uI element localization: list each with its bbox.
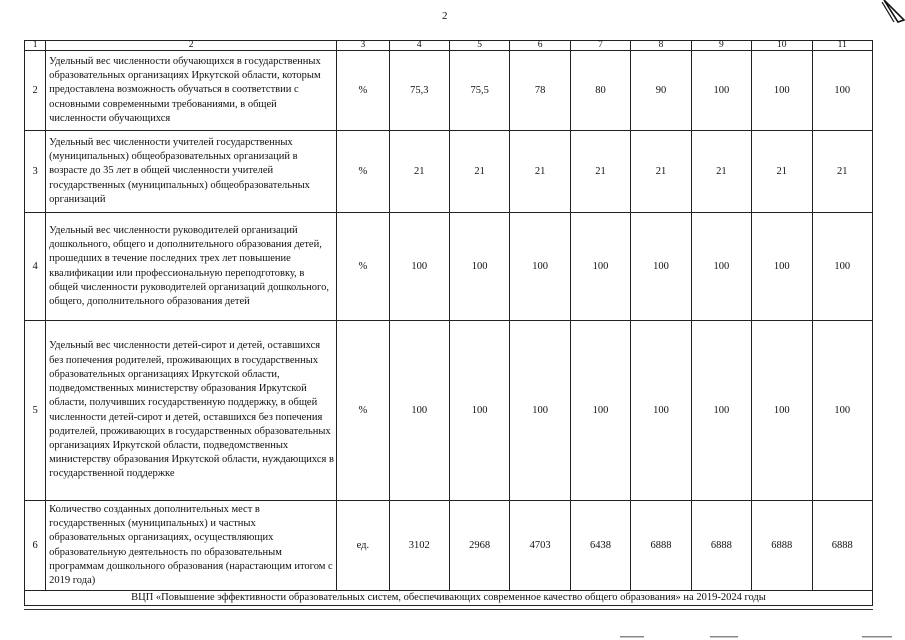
row-number: 5 — [25, 321, 46, 501]
unit-cell: % — [337, 213, 389, 321]
table-row — [25, 213, 873, 321]
value-cell: 6888 — [752, 501, 812, 591]
corner-fold-mark — [868, 0, 905, 28]
value-cell: 75,3 — [389, 51, 449, 131]
value-cell: 100 — [449, 213, 509, 321]
indicator-description: Количество созданных дополнительных мест в государственных (муниципальных) и частных образовательных организациях, осуществляющих образовательную деятельность по образовательным программам дошкольного образования (нарастающим итогом с 2019 года) — [46, 501, 337, 591]
value-cell: 100 — [510, 321, 570, 501]
table-row — [25, 51, 873, 131]
column-number: 11 — [812, 41, 873, 51]
column-number: 4 — [389, 41, 449, 51]
indicator-description: Удельный вес численности детей-сирот и детей, оставшихся без попечения родителей, проживающих в государственных образовательных организациях Иркутской области, подведомственных министерству образования Иркутской области, получивших государственную поддержку, в общей численности детей-сирот и детей, оставшихся без попечения родителей, проживающих в государственных образовательных организациях Иркутской области, подведомственных министерству образования Иркутской области, нуждающихся в государственной поддержке — [46, 321, 337, 501]
indicators-table — [24, 40, 873, 606]
indicator-description: Удельный вес численности руководителей организаций дошкольного, общего и дополнительного образования детей, прошедших в течение последних трех лет повышение квалификации или профессиональную переподготовку, в общей численности руководителей организаций дошкольного, общего, дополнительного образования детей — [46, 213, 337, 321]
column-number: 10 — [752, 41, 812, 51]
value-cell: 100 — [691, 213, 751, 321]
value-cell: 21 — [510, 131, 570, 213]
value-cell: 100 — [510, 213, 570, 321]
value-cell: 21 — [752, 131, 812, 213]
value-cell: 100 — [691, 51, 751, 131]
value-cell: 21 — [812, 131, 873, 213]
table-row — [25, 321, 873, 501]
indicator-description: Удельный вес численности учителей государственных (муниципальных) общеобразовательных организаций в возрасте до 35 лет в общей численности учителей государственных (муниципальных) общеобразовательных организаций — [46, 131, 337, 213]
value-cell: 100 — [752, 51, 812, 131]
value-cell: 100 — [631, 213, 691, 321]
value-cell: 80 — [570, 51, 630, 131]
value-cell: 100 — [449, 321, 509, 501]
value-cell: 100 — [691, 321, 751, 501]
value-cell: 6438 — [570, 501, 630, 591]
value-cell: 100 — [389, 321, 449, 501]
value-cell: 100 — [389, 213, 449, 321]
value-cell: 78 — [510, 51, 570, 131]
column-number: 2 — [46, 41, 337, 51]
value-cell: 3102 — [389, 501, 449, 591]
value-cell: 21 — [691, 131, 751, 213]
value-cell: 6888 — [812, 501, 873, 591]
row-number: 3 — [25, 131, 46, 213]
value-cell: 21 — [631, 131, 691, 213]
column-number: 8 — [631, 41, 691, 51]
unit-cell: ед. — [337, 501, 389, 591]
program-title: ВЦП «Повышение эффективности образовательных систем, обеспечивающих современное качество общего образования» на 2019-2024 годы — [25, 591, 873, 606]
column-number-row — [25, 41, 873, 51]
value-cell: 4703 — [510, 501, 570, 591]
column-number: 1 — [25, 41, 46, 51]
value-cell: 21 — [570, 131, 630, 213]
value-cell: 100 — [570, 321, 630, 501]
column-number: 5 — [449, 41, 509, 51]
value-cell: 100 — [812, 51, 873, 131]
value-cell: 75,5 — [449, 51, 509, 131]
unit-cell: % — [337, 51, 389, 131]
value-cell: 100 — [812, 213, 873, 321]
table-row — [25, 501, 873, 591]
table-row — [25, 131, 873, 213]
page-number: 2 — [442, 10, 448, 22]
column-number: 7 — [570, 41, 630, 51]
value-cell: 100 — [752, 213, 812, 321]
value-cell: 6888 — [691, 501, 751, 591]
value-cell: 90 — [631, 51, 691, 131]
value-cell: 2968 — [449, 501, 509, 591]
value-cell: 100 — [812, 321, 873, 501]
unit-cell: % — [337, 321, 389, 501]
column-number: 9 — [691, 41, 751, 51]
value-cell: 6888 — [631, 501, 691, 591]
bottom-rule — [24, 609, 873, 610]
value-cell: 100 — [752, 321, 812, 501]
value-cell: 21 — [389, 131, 449, 213]
row-number: 4 — [25, 213, 46, 321]
column-number: 3 — [337, 41, 389, 51]
value-cell: 21 — [449, 131, 509, 213]
row-number: 2 — [25, 51, 46, 131]
value-cell: 100 — [631, 321, 691, 501]
scan-specks — [600, 630, 900, 640]
indicator-description: Удельный вес численности обучающихся в государственных образовательных организациях Иркутской области, которым предоставлена возможность обучаться в соответствии с основными современными требованиями, в общей численности обучающихся — [46, 51, 337, 131]
row-number: 6 — [25, 501, 46, 591]
unit-cell: % — [337, 131, 389, 213]
program-title-row — [25, 591, 873, 606]
value-cell: 100 — [570, 213, 630, 321]
column-number: 6 — [510, 41, 570, 51]
